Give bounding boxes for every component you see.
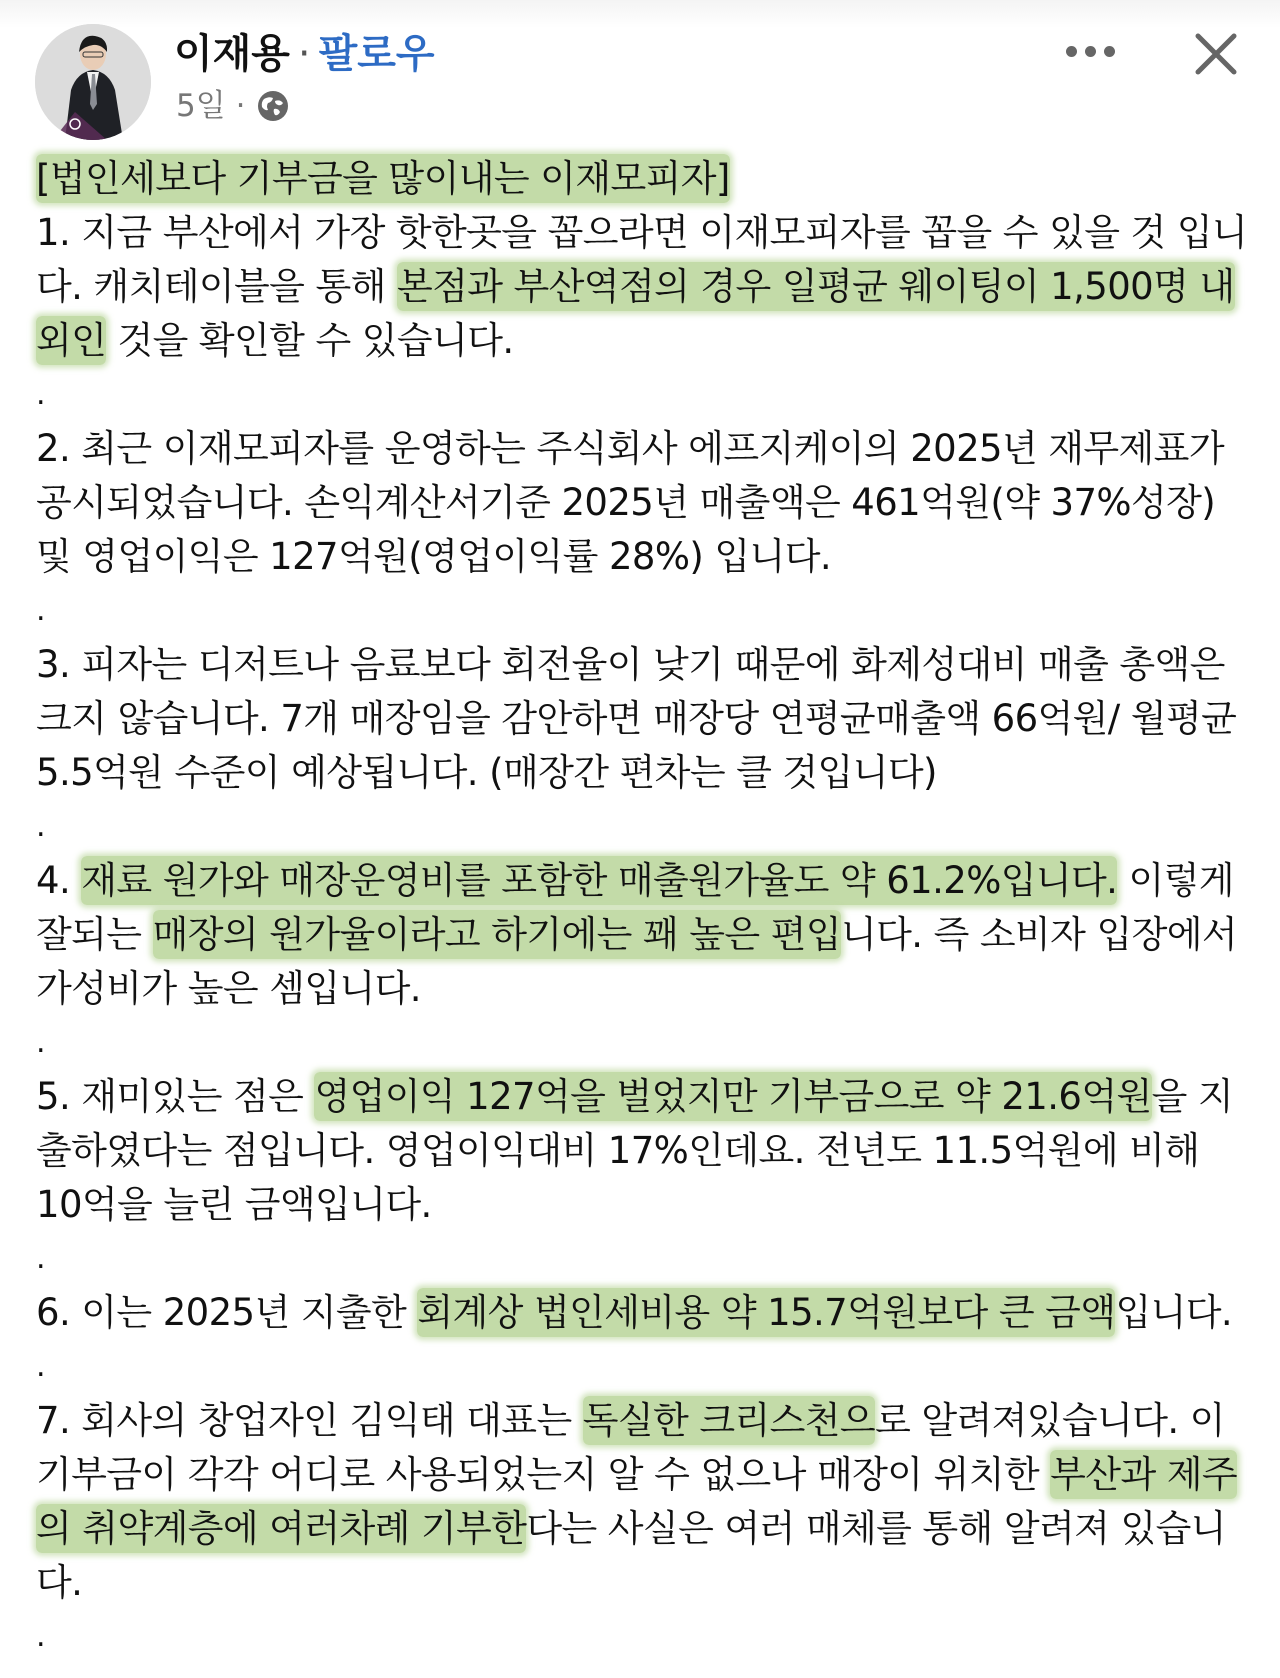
text: 니다. 즉 소비자 입장에서 가성비가 높은 셈입니다. bbox=[36, 913, 1238, 1010]
paragraph-2: 2. 최근 이재모피자를 운영하는 주식회사 에프지케이의 2025년 재무제표가 공시되었습니다. 손익계산서기준 2025년 매출액은 461억원(약 37%성장) 및 영업이익은 127억원(영업이익률 28%) 입니다. bbox=[36, 427, 1224, 578]
author-line bbox=[174, 28, 435, 80]
meta-separator: · bbox=[235, 88, 246, 124]
post-header bbox=[0, 0, 1280, 150]
highlight: 재료 원가와 매장운영비를 포함한 매출원가율도 약 61.2%입니다. bbox=[81, 856, 1117, 905]
post-title bbox=[36, 152, 1256, 206]
paragraph-4 bbox=[36, 854, 1256, 1016]
highlight: 독실한 크리스천으 bbox=[583, 1396, 875, 1445]
text: 1. 지금 부산에서 가장 핫한곳을 꼽으라면 이재모피자를 꼽을 수 있을 것 입니다. 캐치테이블을 통해 bbox=[36, 211, 1248, 308]
text: 6. 이는 2025년 지출한 bbox=[36, 1291, 418, 1334]
paragraph-3: 3. 피자는 디저트나 음료보다 회전율이 낮기 때문에 화제성대비 매출 총액은 크지 않습니다. 7개 매장임을 감안하면 매장당 연평균매출액 66억원/ 월평균 5.5억원 수준이 예상됩니다. (매장간 편차는 클 것입니다) bbox=[36, 643, 1237, 794]
profile-photo bbox=[35, 24, 151, 140]
separator-dot: . bbox=[36, 1241, 45, 1276]
text: 을 지출하였다는 점입니다. 영업이익대비 17%인데요. 전년도 11.5억원에 비해 10억을 늘린 금액입니다. bbox=[36, 1075, 1234, 1226]
separator-dot: . bbox=[36, 593, 45, 628]
avatar[interactable] bbox=[35, 24, 151, 140]
separator-dot: . bbox=[36, 1619, 45, 1654]
globe-icon bbox=[256, 89, 290, 123]
paragraph-6 bbox=[36, 1286, 1256, 1340]
highlight: 본점과 부산역점의 경우 일평균 웨이팅이 1,500명 내외인 bbox=[36, 262, 1235, 365]
text: 다는 사실은 여러 매체를 통해 알려져 있습니다. bbox=[36, 1507, 1226, 1604]
more-horizontal-icon bbox=[1104, 46, 1115, 57]
more-horizontal-icon bbox=[1066, 46, 1077, 57]
post-meta bbox=[176, 86, 290, 126]
text: 것을 확인할 수 있습니다. bbox=[106, 319, 514, 362]
separator-dot: . bbox=[36, 377, 45, 412]
highlight: 회계상 법인세비용 약 15.7억원보다 큰 금액 bbox=[417, 1288, 1115, 1337]
post-body bbox=[36, 152, 1256, 1664]
highlight: 매장의 원가율이라고 하기에는 꽤 높은 편입 bbox=[153, 910, 841, 959]
close-icon bbox=[1190, 28, 1242, 80]
more-horizontal-icon bbox=[1085, 46, 1096, 57]
text: 로 알려져있습니다. 이 기부금이 각각 어디로 사용되었는지 알 수 없으나 매장이 위치한 bbox=[36, 1399, 1225, 1496]
follow-button[interactable]: 팔로우 bbox=[318, 31, 435, 77]
paragraph-1 bbox=[36, 206, 1256, 368]
highlight: [법인세보다 기부금을 많이내는 이재모피자] bbox=[36, 154, 730, 203]
highlight: 부산과 제주의 취약계층에 여러차례 기부한 bbox=[36, 1450, 1237, 1553]
text: 입니다. bbox=[1115, 1291, 1233, 1334]
separator-dot: . bbox=[36, 809, 45, 844]
more-options-button[interactable] bbox=[1058, 36, 1122, 66]
text: 5. 재미있는 점은 bbox=[36, 1075, 315, 1118]
close-button[interactable] bbox=[1190, 28, 1242, 80]
highlight: 영업이익 127억을 벌었지만 기부금으로 약 21.6억원 bbox=[314, 1072, 1151, 1121]
name-separator: · bbox=[297, 31, 311, 77]
text: 4. bbox=[36, 859, 82, 902]
paragraph-5 bbox=[36, 1070, 1256, 1232]
paragraph-7 bbox=[36, 1394, 1256, 1610]
separator-dot: . bbox=[36, 1025, 45, 1060]
post-time[interactable]: 5일 bbox=[176, 88, 226, 124]
text: 이렇게 잘되는 bbox=[36, 859, 1234, 956]
separator-dot: . bbox=[36, 1349, 45, 1384]
text: 7. 회사의 창업자인 김익태 대표는 bbox=[36, 1399, 583, 1442]
author-name[interactable]: 이재용 bbox=[174, 31, 290, 77]
